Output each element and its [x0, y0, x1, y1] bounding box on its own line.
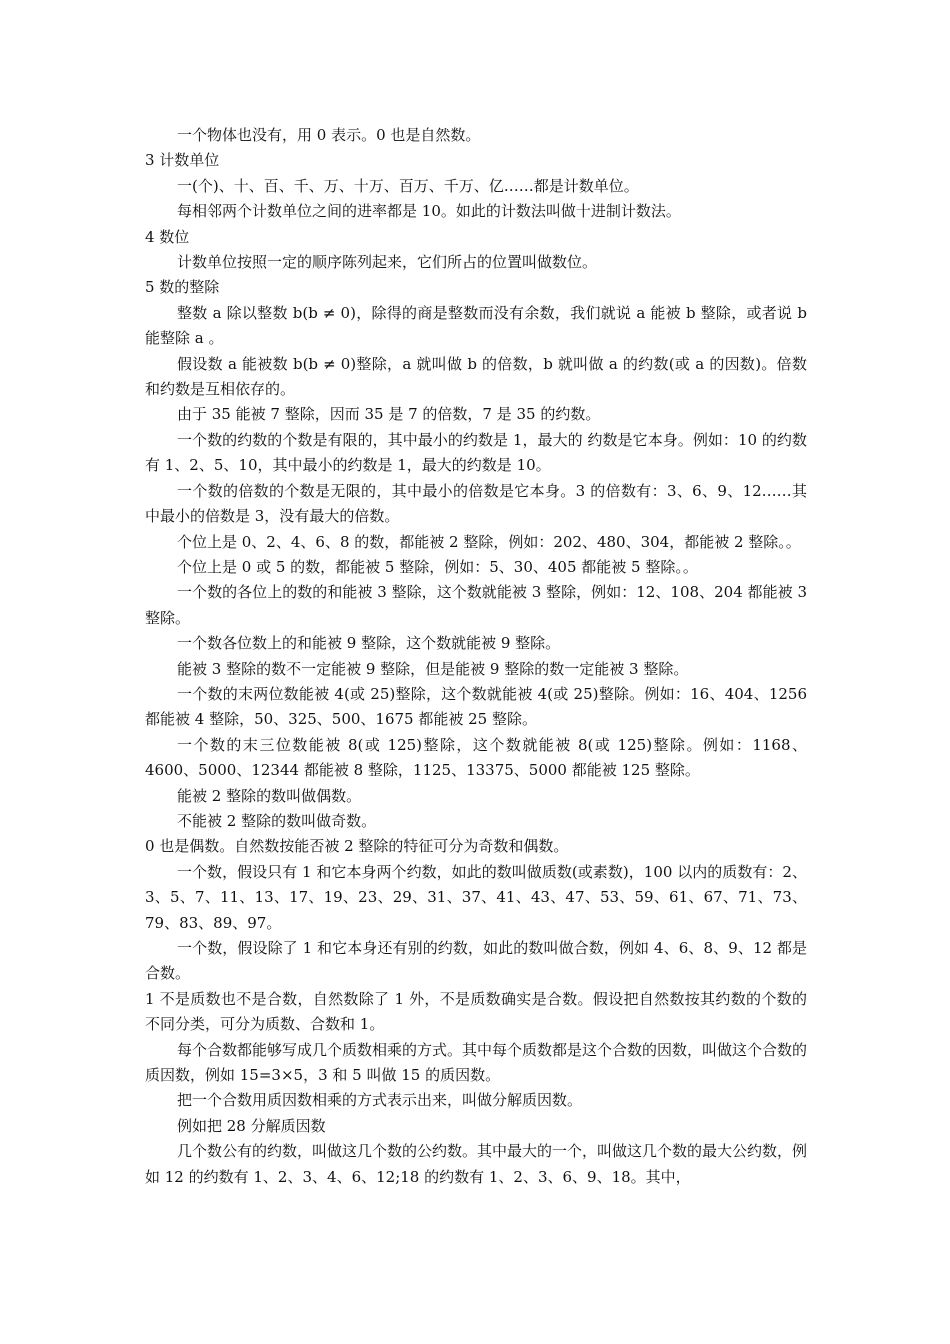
paragraph: 0 也是偶数。自然数按能否被 2 整除的特征可分为奇数和偶数。 — [145, 837, 569, 856]
section-heading: 5 数的整除 — [145, 278, 220, 297]
paragraph: 假设数 a 能被数 b(b ≠ 0)整除，a 就叫做 b 的倍数，b 就叫做 a 的约数(或 a 的因数)。倍数和约数是互相依存的。 — [145, 354, 807, 399]
paragraph: 计数单位按照一定的顺序陈列起来，它们所占的位置叫做数位。 — [177, 253, 598, 272]
paragraph: 一个数，假设只有 1 和它本身两个约数，如此的数叫做质数(或素数)，100 以内的质数有：2、3、5、7、11、13、17、19、23、29、31、37、41、43、47、53、59、61、67、71、73、79、83、89、97。 — [145, 862, 807, 932]
paragraph: 一个数的末三位数能被 8(或 125)整除，这个数就能被 8(或 125)整除。例如：1168、4600、5000、12344 都能被 8 整除，1125、13375、5000 都能被 125 整除。 — [145, 735, 807, 780]
section-heading: 3 计数单位 — [145, 151, 220, 170]
paragraph: 几个数公有的约数，叫做这几个数的公约数。其中最大的一个，叫做这几个数的最大公约数，例如 12 的约数有 1、2、3、4、6、12;18 的约数有 1、2、3、6、9、18。其中， — [145, 1142, 808, 1186]
paragraph: 个位上是 0 或 5 的数，都能被 5 整除，例如：5、30、405 都能被 5 整除。。 — [177, 557, 698, 576]
paragraph: 一(个)、十、百、千、万、十万、百万、千万、亿……都是计数单位。 — [177, 176, 639, 195]
paragraph: 不能被 2 整除的数叫做奇数。 — [177, 811, 377, 830]
paragraph: 把一个合数用质因数相乘的方式表示出来，叫做分解质因数。 — [177, 1091, 583, 1110]
paragraph: 例如把 28 分解质因数 — [177, 1116, 326, 1135]
section-heading: 4 数位 — [145, 227, 190, 246]
paragraph: 能被 3 整除的数不一定能被 9 整除，但是能被 9 整除的数一定能被 3 整除。 — [177, 659, 689, 678]
paragraph: 1 不是质数也不是合数，自然数除了 1 外，不是质数确实是合数。假设把自然数按其约数的个数的不同分类，可分为质数、合数和 1。 — [145, 989, 807, 1034]
paragraph: 一个数的倍数的个数是无限的，其中最小的倍数是它本身。3 的倍数有：3、6、9、12……其中最小的倍数是 3，没有最大的倍数。 — [145, 481, 807, 526]
paragraph: 由于 35 能被 7 整除，因而 35 是 7 的倍数，7 是 35 的约数。 — [177, 405, 601, 424]
paragraph: 每个合数都能够写成几个质数相乘的方式。其中每个质数都是这个合数的因数，叫做这个合数的质因数，例如 15=3×5，3 和 5 叫做 15 的质因数。 — [145, 1040, 808, 1085]
paragraph: 整数 a 除以整数 b(b ≠ 0)，除得的商是整数而没有余数，我们就说 a 能被 b 整除，或者说 b 能整除 a 。 — [145, 303, 807, 348]
paragraph: 一个数，假设除了 1 和它本身还有别的约数，如此的数叫做合数，例如 4、6、8、9、12 都是合数。 — [145, 939, 807, 983]
paragraph: 一个数的末两位数能被 4(或 25)整除，这个数就能被 4(或 25)整除。例如：16、404、1256 都能被 4 整除，50、325、500、1675 都能被 25 整除。 — [145, 684, 807, 729]
paragraph: 每相邻两个计数单位之间的进率都是 10。如此的计数法叫做十进制计数法。 — [177, 202, 681, 221]
document-body — [145, 123, 807, 1190]
paragraph: 一个物体也没有，用 0 表示。0 也是自然数。 — [177, 126, 481, 144]
paragraph: 一个数的各位上的数的和能被 3 整除，这个数就能被 3 整除，例如：12、108、204 都能被 3 整除。 — [145, 583, 807, 627]
paragraph: 一个数各位数上的和能被 9 整除，这个数就能被 9 整除。 — [177, 634, 561, 653]
paragraph: 一个数的约数的个数是有限的，其中最小的约数是 1，最大的 约数是它本身。例如：10 的约数有 1、2、5、10，其中最小的约数是 1，最大的约数是 10。 — [145, 430, 807, 475]
paragraph: 个位上是 0、2、4、6、8 的数，都能被 2 整除，例如：202、480、304，都能被 2 整除。。 — [177, 532, 801, 551]
paragraph: 能被 2 整除的数叫做偶数。 — [177, 786, 362, 805]
